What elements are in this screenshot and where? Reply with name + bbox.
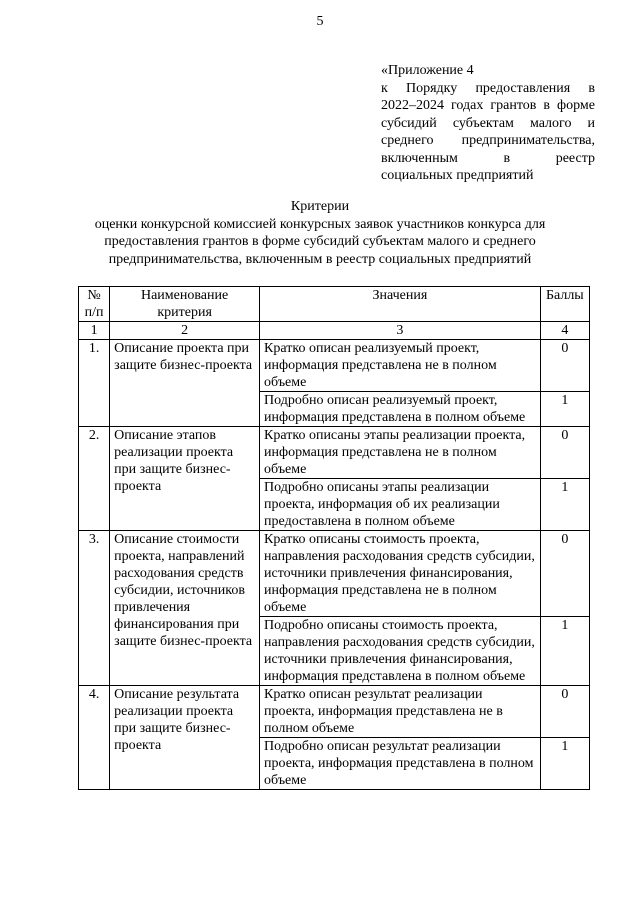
option-text: Кратко описаны этапы реализации проекта, информация представлена не в полном объеме	[260, 427, 541, 479]
column-number: 2	[110, 322, 260, 340]
criterion-name: Описание этапов реализации проекта при защите бизнес-проекта	[110, 427, 260, 531]
option-score: 0	[540, 340, 589, 392]
appendix-line: 2022–2024 годах грантов в форме	[381, 98, 595, 113]
table-row	[79, 427, 590, 479]
option-score: 0	[540, 686, 589, 738]
option-text: Подробно описаны этапы реализации проекта, информация об их реализации предоставлена в полном объеме	[260, 479, 541, 531]
row-number: 3.	[79, 531, 110, 686]
title-heading: Критерии	[290, 199, 350, 214]
option-text: Кратко описаны стоимость проекта, направления расходования средств субсидии, источники привлечения финансирования, информация представлена не в полном объеме	[260, 531, 541, 617]
option-text: Подробно описан результат реализации проекта, информация представлена в полном объеме	[260, 738, 541, 790]
appendix-header	[381, 62, 595, 185]
criterion-name: Описание стоимости проекта, направлений расходования средств субсидии, источников привлечения финансирования при защите бизнес-проекта	[110, 531, 260, 686]
column-number: 4	[540, 322, 589, 340]
option-score: 1	[540, 479, 589, 531]
option-score: 1	[540, 738, 589, 790]
column-number: 1	[79, 322, 110, 340]
table-row	[79, 340, 590, 392]
column-number: 3	[260, 322, 541, 340]
title-subtitle-line: предоставления грантов в форме субсидий субъектам малого и среднего	[104, 234, 536, 249]
option-text: Кратко описан результат реализации проекта, информация представлена не в полном объеме	[260, 686, 541, 738]
table-row	[79, 686, 590, 738]
appendix-line: субсидий субъектам малого и	[381, 115, 595, 131]
document-title	[50, 198, 590, 268]
column-number-row	[79, 322, 590, 340]
appendix-line: «Приложение 4	[381, 63, 474, 78]
option-text: Подробно описан реализуемый проект, информация представлена в полном объеме	[260, 392, 541, 427]
appendix-line: к Порядку предоставления в	[381, 80, 595, 96]
criterion-name: Описание проекта при защите бизнес-проекта	[110, 340, 260, 427]
row-number: 2.	[79, 427, 110, 531]
option-score: 0	[540, 531, 589, 617]
table-row	[79, 531, 590, 617]
header-num: № п/п	[79, 287, 110, 322]
row-number: 4.	[79, 686, 110, 790]
header-values: Значения	[260, 287, 541, 322]
appendix-line: среднего предпринимательства,	[381, 133, 595, 148]
header-name: Наименование критерия	[110, 287, 260, 322]
criteria-table	[78, 286, 590, 790]
option-score: 0	[540, 427, 589, 479]
title-subtitle-line: оценки конкурсной комиссией конкурсных заявок участников конкурса для	[94, 216, 546, 232]
option-score: 1	[540, 392, 589, 427]
appendix-line: социальных предприятий	[381, 168, 534, 183]
criterion-name: Описание результата реализации проекта при защите бизнес-проекта	[110, 686, 260, 790]
appendix-line: включенным в реестр	[381, 150, 595, 166]
header-score: Баллы	[540, 287, 589, 322]
option-score: 1	[540, 617, 589, 686]
row-number: 1.	[79, 340, 110, 427]
page-number: 5	[316, 14, 324, 29]
option-text: Кратко описан реализуемый проект, информация представлена не в полном объеме	[260, 340, 541, 392]
title-subtitle-line: предпринимательства, включенным в реестр социальных предприятий	[108, 251, 532, 267]
table-header-row	[79, 287, 590, 322]
option-text: Подробно описаны стоимость проекта, направления расходования средств субсидии, источники привлечения финансирования, информация представлена в полном объеме	[260, 617, 541, 686]
